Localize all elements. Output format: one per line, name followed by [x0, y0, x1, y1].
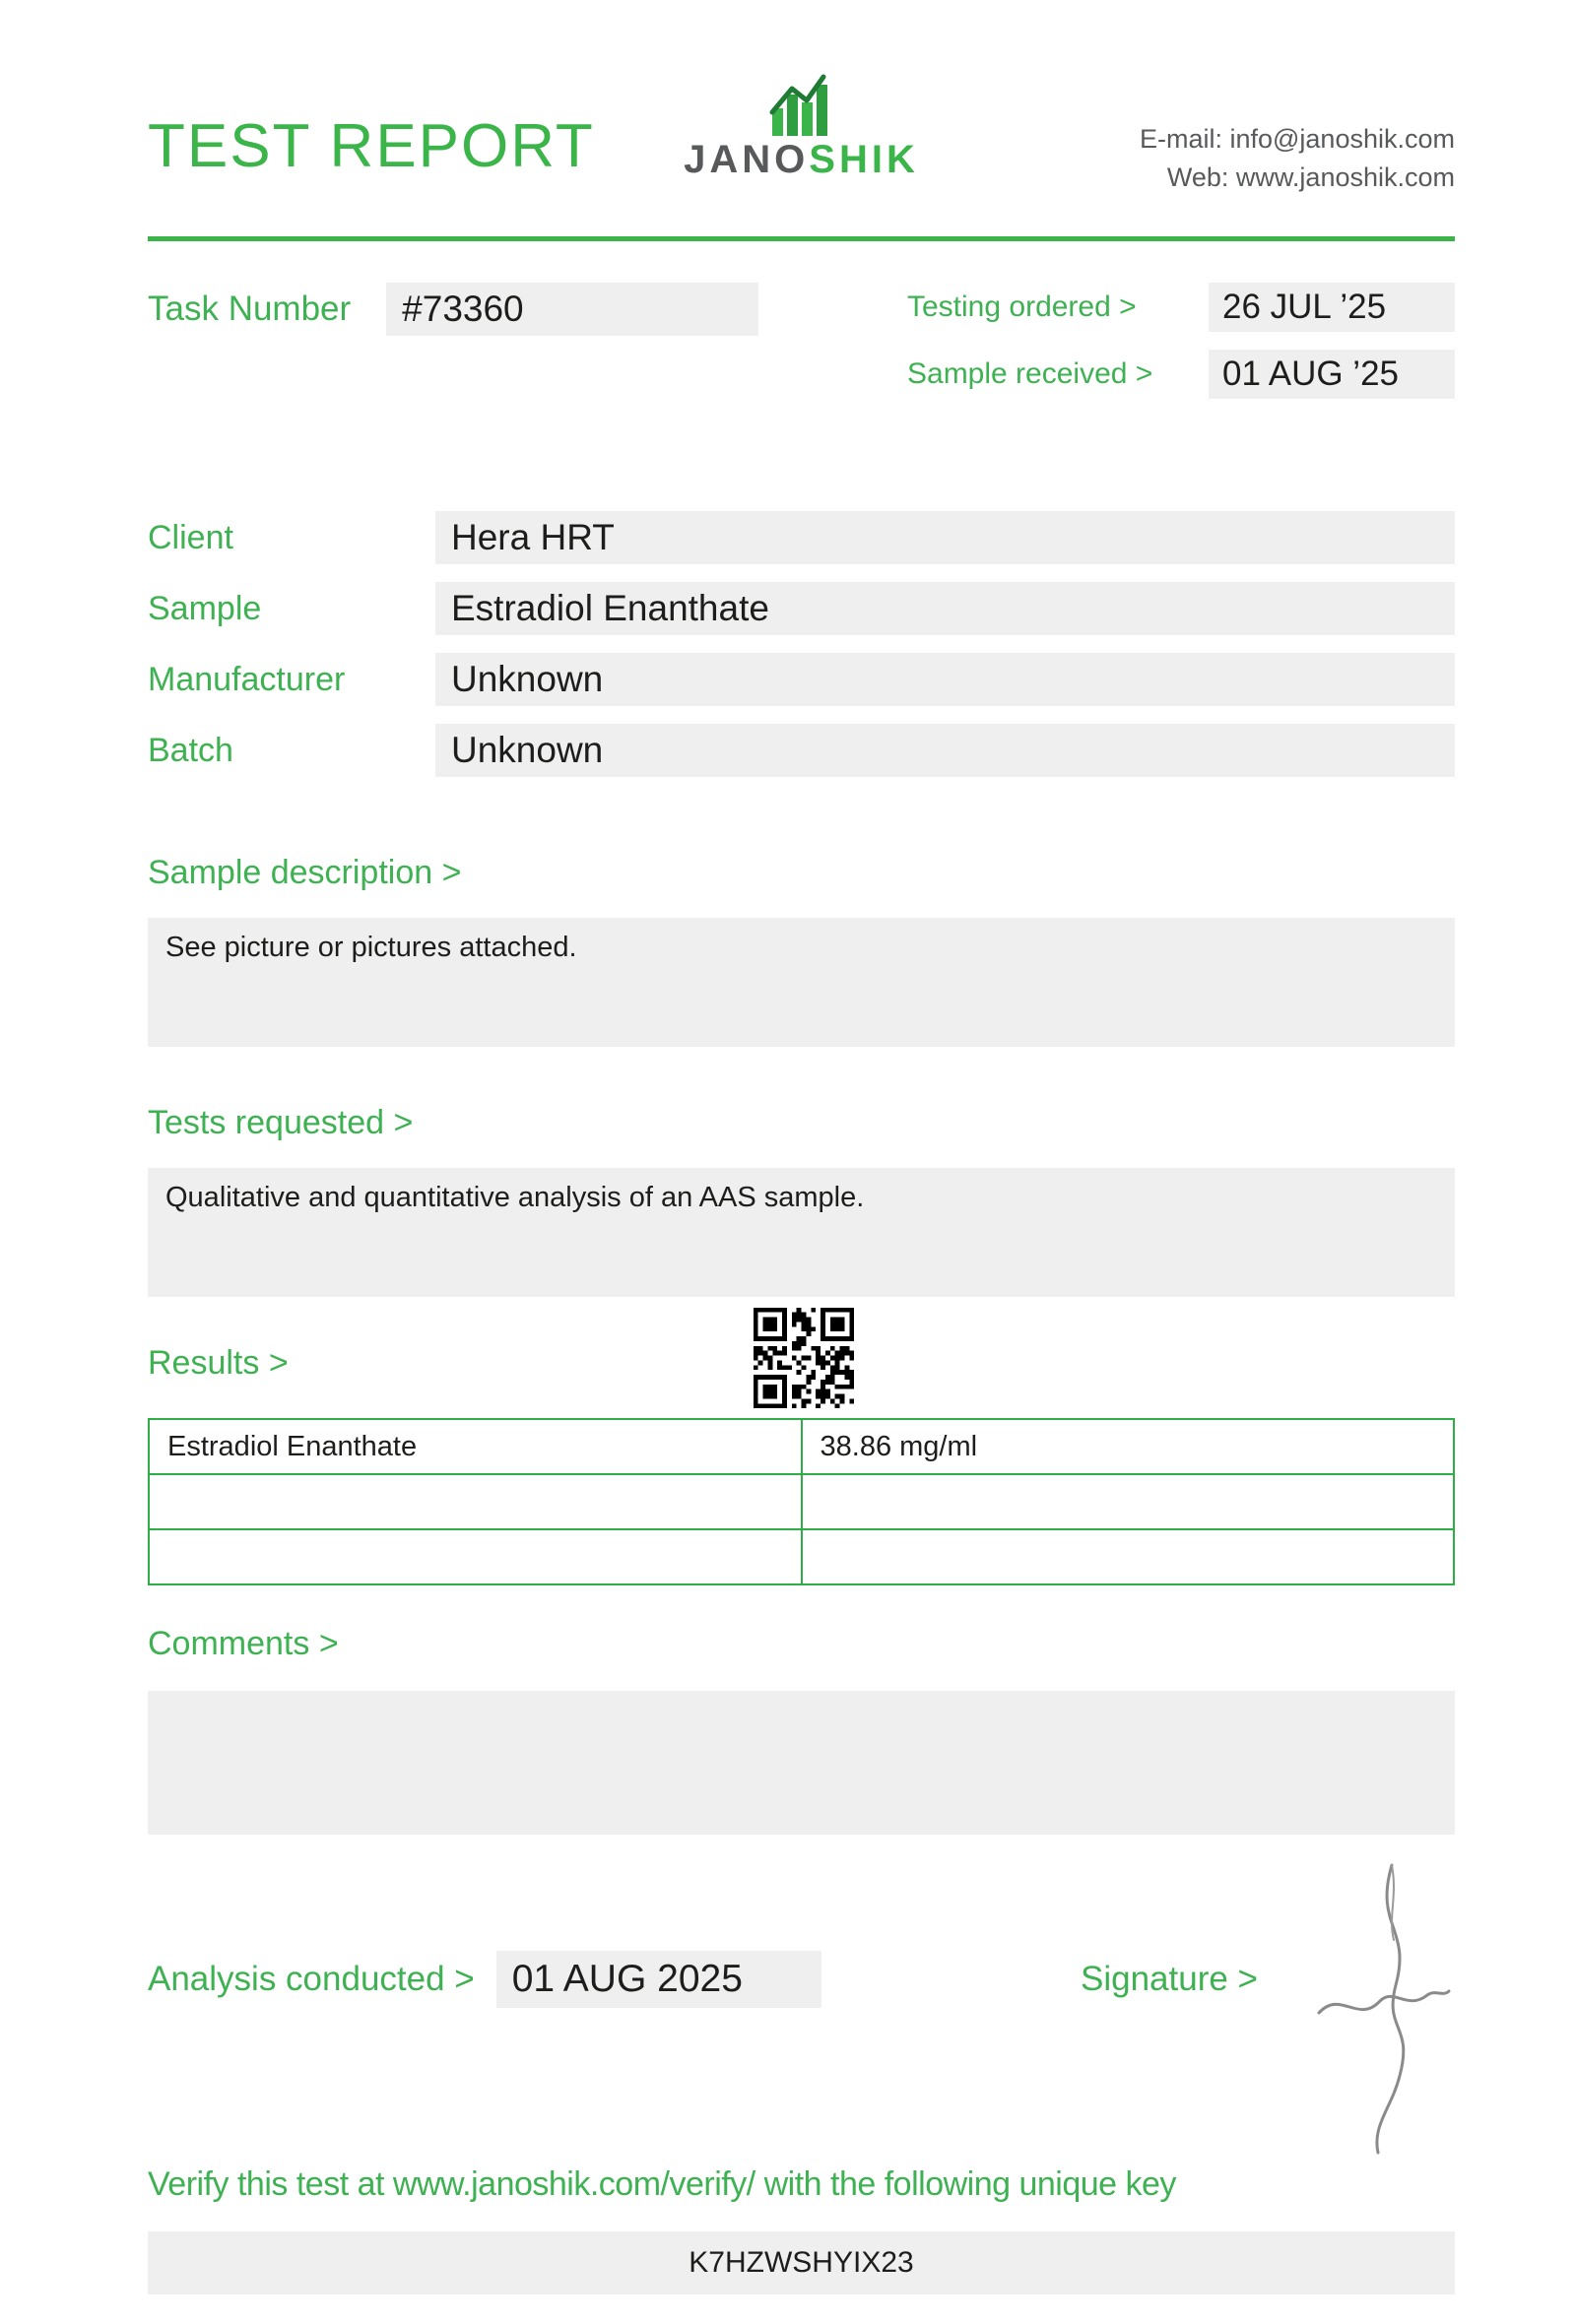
- testing-ordered-row: [907, 283, 1455, 332]
- task-number-value: #73360: [386, 283, 758, 336]
- footer-row: [148, 1951, 1455, 2008]
- client-label: Client: [148, 518, 233, 556]
- dates-column: [907, 283, 1455, 417]
- detail-row-client: [148, 511, 1455, 564]
- email-line: E-mail: info@janoshik.com: [1139, 124, 1455, 154]
- contact-info: [969, 120, 1456, 197]
- batch-label: Batch: [148, 731, 233, 769]
- task-number-row: [148, 283, 758, 336]
- result-value-cell: 38.86 mg/ml: [802, 1419, 1455, 1474]
- web-line: Web: www.janoshik.com: [1166, 162, 1455, 193]
- results-heading: Results >: [148, 1344, 289, 1383]
- result-value-cell: [802, 1529, 1455, 1584]
- detail-row-batch: [148, 724, 1455, 777]
- sample-description-heading: Sample description >: [148, 854, 462, 892]
- comments-heading: Comments >: [148, 1625, 339, 1663]
- detail-row-manufacturer: [148, 653, 1455, 706]
- analysis-conducted-label: Analysis conducted >: [148, 1960, 475, 1999]
- page-title: TEST REPORT: [148, 112, 595, 180]
- logo-text-green: SHIK: [809, 138, 919, 181]
- logo-chart-icon: [743, 73, 861, 138]
- results-section: [148, 1344, 1455, 1585]
- sample-received-value: 01 AUG ’25: [1209, 350, 1455, 399]
- testing-ordered-value: 26 JUL ’25: [1209, 283, 1455, 332]
- sample-received-row: [907, 350, 1455, 399]
- task-number-label: Task Number: [148, 290, 352, 329]
- details-section: [148, 511, 1455, 777]
- batch-value: Unknown: [435, 724, 1455, 777]
- result-name-cell: [149, 1529, 802, 1584]
- janoshik-logo: [634, 73, 969, 179]
- sample-description-box: See picture or pictures attached.: [148, 918, 1455, 1047]
- logo-text-dark: JANO: [684, 138, 810, 181]
- table-row: [149, 1419, 1454, 1474]
- sample-received-label: Sample received >: [907, 357, 1153, 391]
- result-value-cell: [802, 1474, 1455, 1529]
- comments-box: [148, 1691, 1455, 1835]
- header: [0, 0, 1576, 197]
- signature-label: Signature >: [1081, 1960, 1258, 1999]
- meta-section: [148, 283, 1455, 417]
- manufacturer-label: Manufacturer: [148, 660, 346, 698]
- sample-value: Estradiol Enanthate: [435, 582, 1455, 635]
- tests-requested-box: Qualitative and quantitative analysis of an AAS sample.: [148, 1168, 1455, 1297]
- verify-key: K7HZWSHYIX23: [148, 2231, 1455, 2294]
- result-name-cell: [149, 1474, 802, 1529]
- table-row: [149, 1529, 1454, 1584]
- table-row: [149, 1474, 1454, 1529]
- tests-requested-heading: Tests requested >: [148, 1104, 414, 1142]
- logo-text: [634, 140, 969, 179]
- signature-image: [1297, 1857, 1455, 2163]
- results-table: [148, 1418, 1455, 1585]
- detail-row-sample: [148, 582, 1455, 635]
- analysis-conducted-value: 01 AUG 2025: [496, 1951, 821, 2008]
- client-value: Hera HRT: [435, 511, 1455, 564]
- manufacturer-value: Unknown: [435, 653, 1455, 706]
- verify-text: Verify this test at www.janoshik.com/verify/ with the following unique key: [148, 2165, 1176, 2204]
- result-name-cell: Estradiol Enanthate: [149, 1419, 802, 1474]
- header-divider: [148, 236, 1455, 241]
- sample-label: Sample: [148, 589, 262, 627]
- qr-code: [749, 1303, 859, 1413]
- testing-ordered-label: Testing ordered >: [907, 290, 1137, 324]
